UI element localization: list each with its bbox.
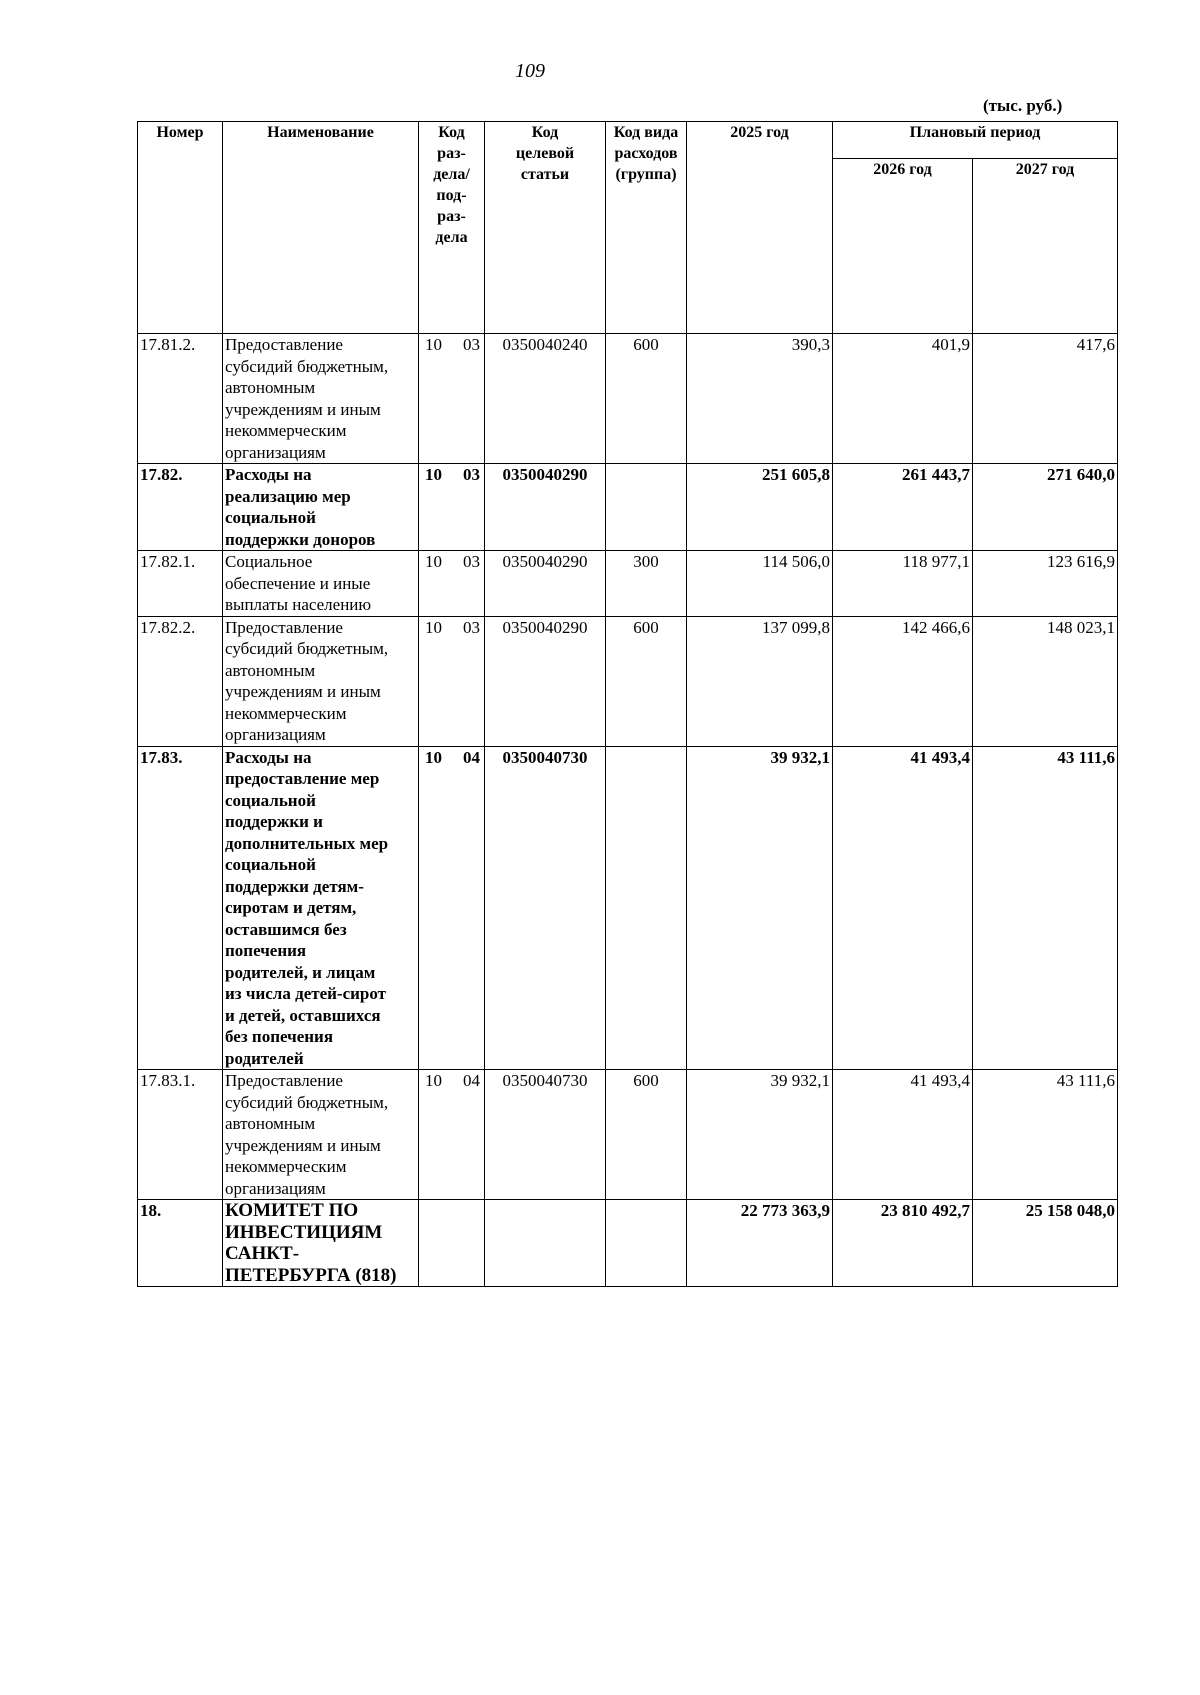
- row-number: 17.82.1.: [138, 551, 223, 617]
- row-amount-2025: 390,3: [687, 334, 833, 464]
- row-name: Расходы на реализацию мер социальной поддержки доноров: [223, 464, 419, 551]
- row-amount-2025: 251 605,8: [687, 464, 833, 551]
- razdel-value: 10: [425, 1071, 442, 1090]
- row-amount-2026: 401,9: [833, 334, 973, 464]
- header-2026: 2026 год: [833, 159, 973, 334]
- row-amount-2026: 118 977,1: [833, 551, 973, 617]
- row-number: 18.: [138, 1200, 223, 1287]
- budget-table: [137, 121, 1118, 1287]
- row-number: 17.81.2.: [138, 334, 223, 464]
- row-kvr-code: 600: [606, 334, 687, 464]
- row-razdel-code: [419, 616, 485, 746]
- row-target-code: 0350040730: [485, 1070, 606, 1200]
- row-amount-2027: 417,6: [973, 334, 1118, 464]
- row-kvr-code: 600: [606, 616, 687, 746]
- row-razdel-code: [419, 746, 485, 1070]
- row-razdel-code: [419, 1070, 485, 1200]
- row-amount-2026: 261 443,7: [833, 464, 973, 551]
- header-kvr: Код вида расходов (группа): [606, 122, 687, 334]
- row-kvr-code: [606, 464, 687, 551]
- row-amount-2026: 41 493,4: [833, 1070, 973, 1200]
- row-amount-2027: 148 023,1: [973, 616, 1118, 746]
- table-row: [138, 746, 1118, 1070]
- row-razdel-code: [419, 1200, 485, 1287]
- row-target-code: 0350040290: [485, 616, 606, 746]
- row-number: 17.82.2.: [138, 616, 223, 746]
- row-name: Расходы на предоставление мер социальной поддержки и дополнительных мер социальной поддержки детям- сиротам и детям, оставшимся без попечения родителей, и лицам из числа детей-сирот и детей, оставшихся без попечения родителей: [223, 746, 419, 1070]
- row-target-code: 0350040730: [485, 746, 606, 1070]
- header-target: Код целевой статьи: [485, 122, 606, 334]
- row-number: 17.83.1.: [138, 1070, 223, 1200]
- row-kvr-code: [606, 746, 687, 1070]
- row-name: Социальное обеспечение и иные выплаты населению: [223, 551, 419, 617]
- row-razdel-code: [419, 334, 485, 464]
- podrazdel-value: 04: [463, 747, 480, 767]
- row-target-code: [485, 1200, 606, 1287]
- row-amount-2027: 43 111,6: [973, 1070, 1118, 1200]
- row-target-code: 0350040290: [485, 464, 606, 551]
- row-razdel-code: [419, 464, 485, 551]
- row-amount-2025: 22 773 363,9: [687, 1200, 833, 1287]
- header-name: Наименование: [223, 122, 419, 334]
- row-amount-2026: 142 466,6: [833, 616, 973, 746]
- row-target-code: 0350040290: [485, 551, 606, 617]
- row-amount-2025: 114 506,0: [687, 551, 833, 617]
- header-razdel: Код раз- дела/ под- раз- дела: [419, 122, 485, 334]
- table-row: [138, 1200, 1118, 1287]
- row-target-code: 0350040240: [485, 334, 606, 464]
- header-2025: 2025 год: [687, 122, 833, 334]
- table-body: [138, 334, 1118, 1287]
- row-amount-2025: 39 932,1: [687, 1070, 833, 1200]
- podrazdel-value: 04: [463, 1071, 480, 1090]
- row-amount-2027: 123 616,9: [973, 551, 1118, 617]
- razdel-value: 10: [425, 552, 442, 571]
- row-name: Предоставление субсидий бюджетным, автономным учреждениям и иным некоммерческим организациям: [223, 334, 419, 464]
- row-amount-2025: 137 099,8: [687, 616, 833, 746]
- row-name: КОМИТЕТ ПО ИНВЕСТИЦИЯМ САНКТ- ПЕТЕРБУРГА (818): [223, 1200, 419, 1287]
- row-amount-2026: 41 493,4: [833, 746, 973, 1070]
- row-number: 17.82.: [138, 464, 223, 551]
- row-razdel-code: [419, 551, 485, 617]
- table-row: [138, 616, 1118, 746]
- header-number: Номер: [138, 122, 223, 334]
- table-row: [138, 334, 1118, 464]
- table-row: [138, 464, 1118, 551]
- page-number: 109: [515, 60, 545, 82]
- table-row: [138, 1070, 1118, 1200]
- table-row: [138, 551, 1118, 617]
- row-amount-2027: 271 640,0: [973, 464, 1118, 551]
- row-number: 17.83.: [138, 746, 223, 1070]
- row-amount-2026: 23 810 492,7: [833, 1200, 973, 1287]
- razdel-value: 10: [425, 617, 442, 637]
- razdel-value: 10: [425, 335, 442, 354]
- header-plan-period: Плановый период: [833, 122, 1118, 159]
- header-2027: 2027 год: [973, 159, 1118, 334]
- row-name: Предоставление субсидий бюджетным, автономным учреждениям и иным некоммерческим организациям: [223, 1070, 419, 1200]
- row-kvr-code: 600: [606, 1070, 687, 1200]
- row-kvr-code: 300: [606, 551, 687, 617]
- podrazdel-value: 03: [463, 335, 480, 354]
- header-row-1: [138, 122, 1118, 159]
- podrazdel-value: 03: [463, 617, 480, 637]
- podrazdel-value: 03: [463, 465, 480, 484]
- row-name: Предоставление субсидий бюджетным, автономным учреждениям и иным некоммерческим организациям: [223, 616, 419, 746]
- podrazdel-value: 03: [463, 552, 480, 571]
- units-label: (тыс. руб.): [983, 96, 1063, 115]
- row-amount-2027: 25 158 048,0: [973, 1200, 1118, 1287]
- razdel-value: 10: [425, 465, 442, 484]
- row-amount-2025: 39 932,1: [687, 746, 833, 1070]
- row-amount-2027: 43 111,6: [973, 746, 1118, 1070]
- row-kvr-code: [606, 1200, 687, 1287]
- razdel-value: 10: [425, 747, 442, 767]
